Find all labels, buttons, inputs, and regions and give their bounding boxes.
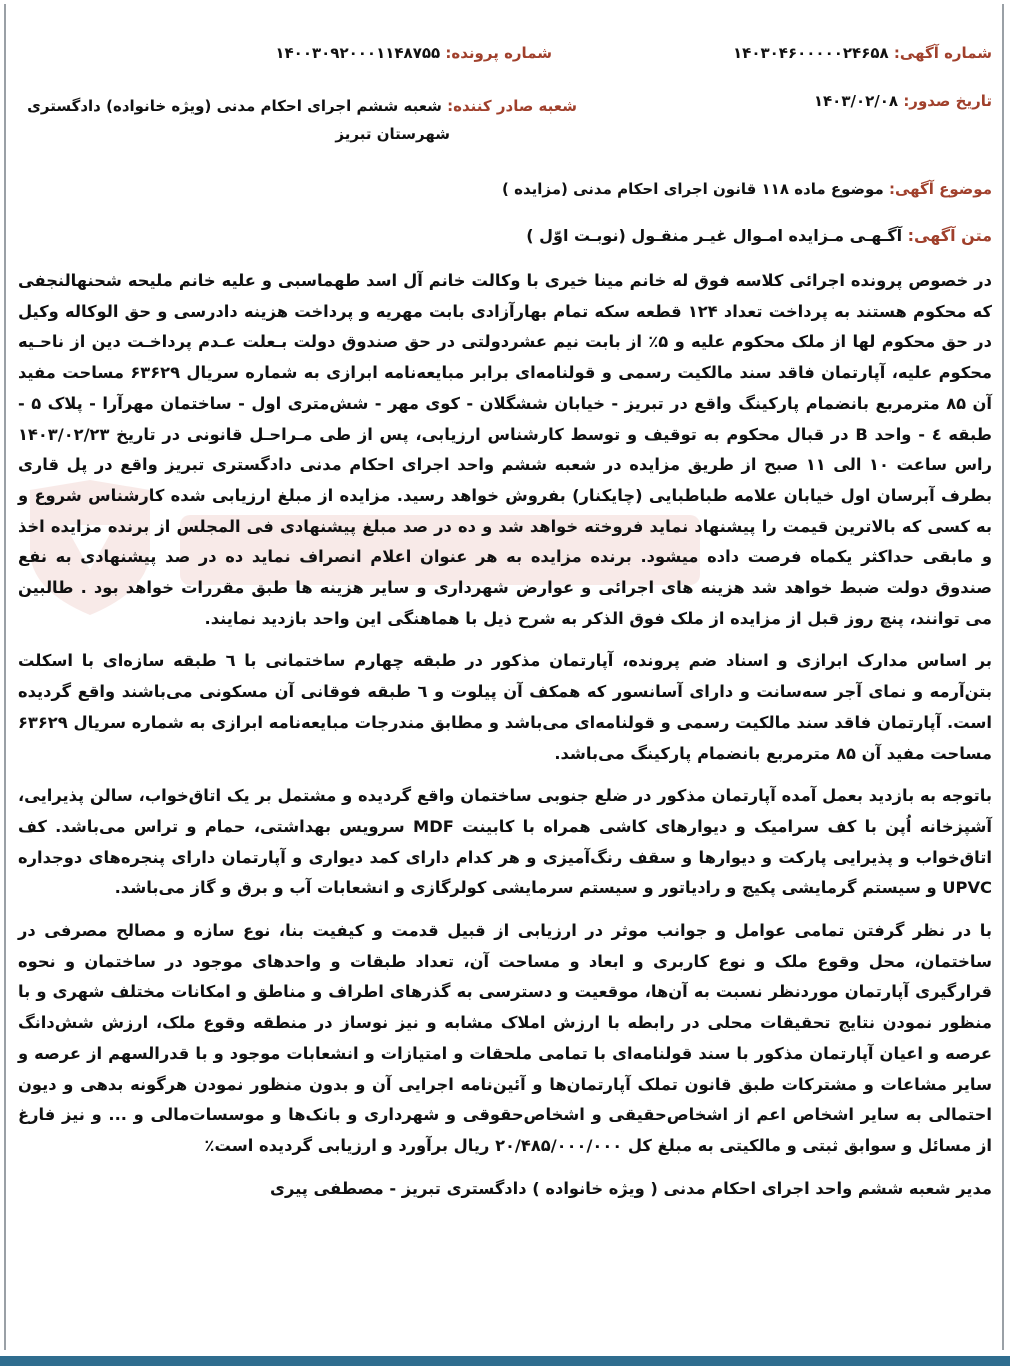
case-number-value: ۱۴۰۰۳۰۹۲۰۰۰۱۱۴۸۷۵۵ bbox=[275, 44, 441, 62]
notice-body bbox=[18, 266, 992, 1204]
issue-date-value: ۱۴۰۳/۰۲/۰۸ bbox=[813, 92, 899, 110]
paragraph-building-description: بر اساس مدارک ابرازی و اسناد ضم پرونده، آپارتمان مذکور در طبقه چهارم ساختمانی با ٦ طبقه سازه‌ای با اسکلت بتن‌آرمه و نمای آجر سه‌سانت و دارای آسانسور که همکف آن پیلوت و ٦ طبقه فوقانی آن مسکونی می‌باشند واقع گردیده است. آپارتمان فاقد سند مالکیت رسمی و قولنامه‌ای می‌باشد و مطابق مندرجات مبایعه‌نامه ابرازی به شماره سریال ۶۳۶۲۹ مساحت مفید آن ۸۵ مترمربع بانضمام پارکینگ می‌باشد. bbox=[18, 651, 993, 763]
bottom-bar bbox=[0, 1356, 1010, 1366]
text-heading-value: آگـهـی مـزایده امـوال غیـر منقـول (نوبـت اوّل ) bbox=[526, 226, 903, 245]
text-heading-label: متن آگهی: bbox=[907, 226, 992, 245]
issuer-line2: شهرستان تبریز bbox=[335, 125, 450, 143]
issuer-line1: شعبه ششم اجرای احکام مدنی (ویژه خانواده) دادگستری bbox=[27, 97, 442, 115]
notice-number-value: ۱۴۰۳۰۴۶۰۰۰۰۰۲۴۶۵۸ bbox=[733, 44, 889, 62]
paragraph-auction-terms: در خصوص پرونده اجرائی کلاسه فوق له خانم مینا خیری با وکالت خانم آل اسد طهماسبی و علیه خانم ملیحه شحنهالنجفی که محکوم هستند به پرداخت تعداد ۱۲۴ قطعه سکه تمام بهارآزادی بابت مهریه و پرداخت هزینه دادرسی و حق الوکاله وکیل در حق محکوم لها از ملک محکوم علیه و ۵٪ از بابت نیم عشردولتی در حق صندوق دولت بـعلت عـدم پرداخـت دین از ناحـیه محکوم علیه، آپارتمان فاقد سند مالکیت رسمی و قولنامه‌ای برابر مبایعه‌نامه ابرازی به شماره سریال ۶۳۶۲۹ مساحت مفید آن ۸۵ مترمربع بانضمام پارکینگ واقع در تبریز - خیابان ششگلان - کوی مهر - شش‌متری اول - ساختمان مهرآرا - پلاک ۵ - طبقه ٤ - واحد B در قبال محکوم به توقیف و توسط کارشناس ارزیابی، پس از طی مـراحـل قانونی در تاریخ ۱۴۰۳/۰۲/۲۳ راس ساعت ۱۰ الی ۱۱ صبح از طریق مزایده در شعبه ششم واحد اجرای احکام مدنی دادگستری تبریز واقع در پل قاری بطرف آبرسان اول خیابان علامه طباطبایی (چایکنار) بفروش خواهد رسید. مزایده از مبلغ ارزیابی شده کارشناس شروع و به کسی که بالاترین قیمت را پیشنهاد نماید فروخته خواهد شد و ده در صد مبلغ پیشنهادی فی المجلس از برنده مزایده اخذ و مابقی حداکثر یکماه فرصت داده میشود. برنده مزایده به هر عنوان اعلام انصراف نماید ده در صد پیشنهادی به نفع صندوق دولت ضبط خواهد شد هزینه های اجرائی و عوارض شهرداری و سایر هزینه ها طبق مقررات خواهد بود . طالبین می توانند، پنچ روز قبل از مزایده از ملک فوق الذکر به شرح ذیل با هماهنگی این واحد بازدید نمایند. bbox=[18, 271, 993, 628]
issue-date bbox=[814, 92, 992, 110]
issuer-label: شعبه صادر کننده: bbox=[447, 97, 577, 115]
signature: مدیر شعبه ششم واحد اجرای احکام مدنی ( ویژه خانواده ) دادگستری تبریز - مصطفی پیری bbox=[270, 1178, 992, 1198]
issuer bbox=[27, 92, 577, 148]
issue-date-label: تاریخ صدور: bbox=[903, 92, 992, 110]
case-number-label: شماره پرونده: bbox=[445, 44, 552, 62]
case-number bbox=[275, 44, 552, 62]
subject-label: موضوع آگهی: bbox=[888, 180, 992, 198]
paragraph-valuation: با در نظر گرفتن تمامی عوامل و جوانب موثر در ارزیابی از قبیل قدمت و کیفیت بنا، نوع سازه و مصالح مصرفی در ساختمان، محل وقوع ملک و نوع کاربری و ابعاد و مساحت آن، تعداد طبقات و واحدهای موجود در ساختمان و نحوه قرارگیری آپارتمان موردنظر نسبت به آن‌ها، موقعیت و دسترسی به گذرهای اطراف و مناطق و امکانات مختلف شهری و با منظور نمودن نتایج تحقیقات محلی در رابطه با ارزش املاک مشابه و نیز نوساز در منطقه وقوع ملک، ارزش شش‌دانگ عرصه و اعیان آپارتمان مذکور با سند قولنامه‌ای با تمامی ملحقات و امتیازات و انشعابات موجود و با قدرالسهم از عرصه و سایر مشاعات و مشترکات طبق قانون تملک آپارتمان‌ها و آئین‌نامه اجرایی آن و بدون منظور نمودن هرگونه بدهی و دیون احتمالی به سایر اشخاص اعم از اشخاص‌حقیقی و اشخاص‌حقوقی و شهرداری و بانک‌ها و موسسات‌مالی و ... و نیز فارغ از مسائل و سوابق ثبتی و مالکیتی به مبلغ کل ۲۰/۴۸۵/۰۰۰/۰۰۰ ریال برآورد و ارزیابی گردیده است٪ bbox=[18, 921, 992, 1155]
notice-number-label: شماره آگهی: bbox=[893, 44, 992, 62]
paragraph-inspection: باتوجه به بازدید بعمل آمده آپارتمان مذکور در ضلع جنوبی ساختمان واقع گردیده و مشتمل بر یک اتاق‌خواب، سالن پذیرایی، آشپزخانه اُپن با کف سرامیک و دیوارهای کاشی همراه با کابینت MDF سرویس بهداشتی، حمام و تراس می‌باشد. کف اتاق‌خواب و پذیرایی پارکت و دیوارها و سقف رنگ‌آمیزی و هر کدام دارای کمد دیواری و آپارتمان دارای پنجره‌های دوجداره UPVC و سیستم گرمایشی پکیج و رادیاتور و سیستم سرمایشی کولرگازی و انشعابات آب و برق و گاز می‌باشد. bbox=[18, 786, 992, 898]
notice-subject bbox=[502, 180, 992, 198]
notice-number bbox=[733, 44, 992, 62]
subject-value: موضوع ماده ۱۱۸ قانون اجرای احکام مدنی (مزایده ) bbox=[502, 180, 884, 198]
notice-text-heading bbox=[526, 226, 992, 245]
